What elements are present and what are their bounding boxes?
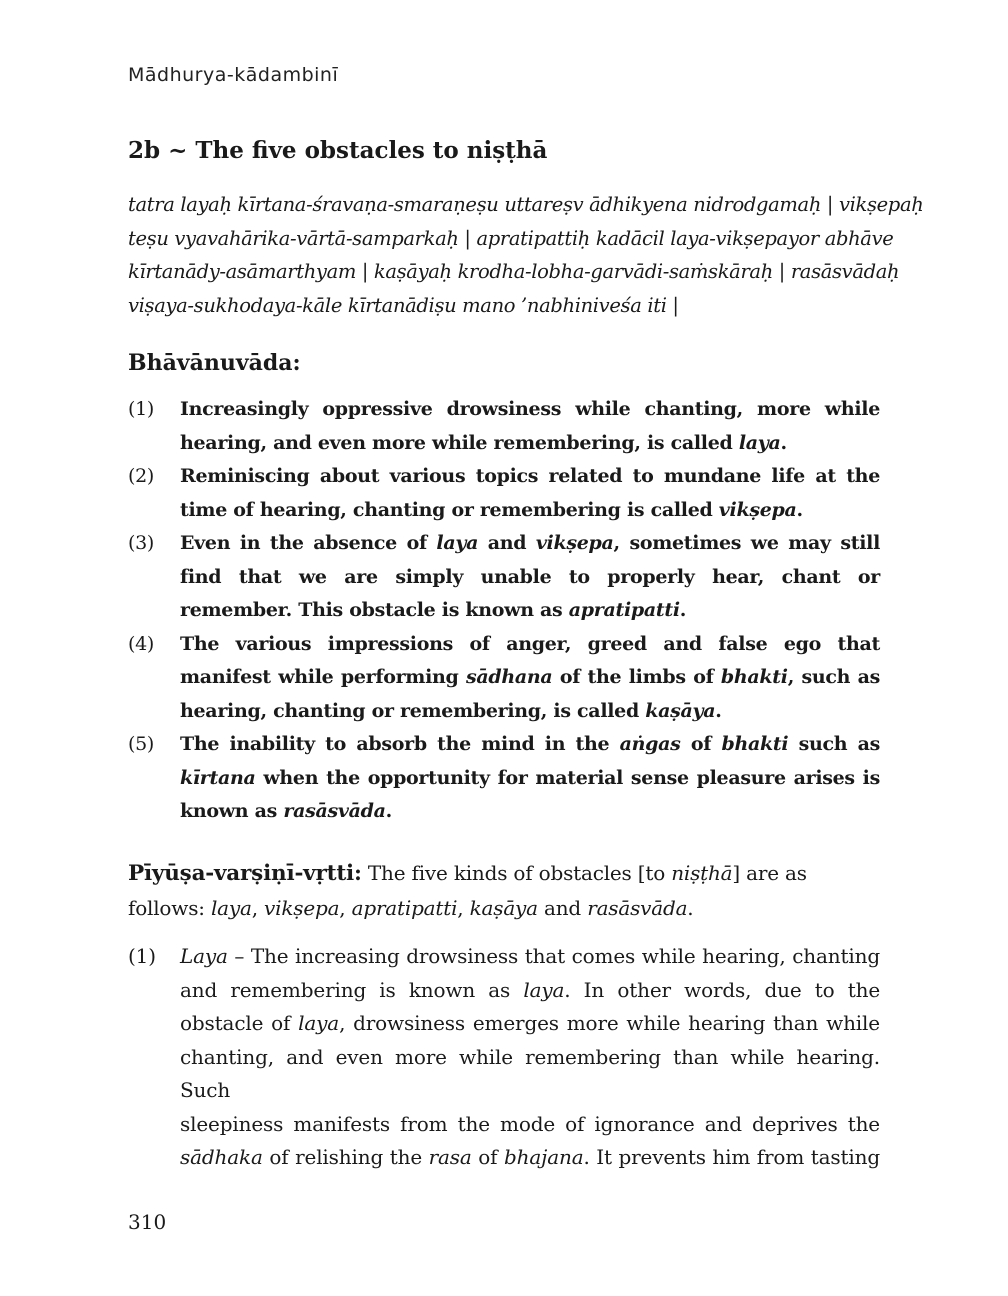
sanskrit-verse — [128, 188, 924, 322]
bhavanuvada-list — [128, 393, 880, 829]
commentary-intro: Pīyūṣa-varṣiṇī-vṛtti: The five kinds of obstacles [to niṣṭhā] are as follows: laya, vikṣepa, apratipatti, kaṣāya and rasāsvāda. — [128, 861, 807, 920]
list-item: (5) The inability to absorb the mind in the aṅgas of bhakti such as kīrtana when the opportunity for material sense pleasure arises is known as rasāsvāda. — [128, 728, 880, 829]
text-line: sādhaka of relishing the rasa of bhajana. It prevents him from tasting — [180, 1145, 880, 1169]
verse-line: teṣu vyavahārika-vārtā-samparkaḥ | apratipattiḥ kadācil laya-vikṣepayor abhāve — [128, 226, 894, 250]
list-item: (4) The various impressions of anger, greed and false ego that manifest while performing sādhana of the limbs of bhakti, such as hearing, chanting or remembering, is called kaṣāya. — [128, 628, 880, 729]
list-item — [128, 940, 880, 1175]
commentary-list — [128, 940, 880, 1175]
text-line: obstacle of laya, drowsiness emerges more while hearing than while — [180, 1011, 880, 1035]
commentary-label: Pīyūṣa-varṣiṇī-vṛtti: — [128, 861, 362, 886]
item-number: (4) — [128, 632, 155, 655]
text-line: Laya – The increasing drowsiness that comes while hearing, chanting — [180, 944, 880, 968]
item-number: (1) — [128, 944, 156, 968]
list-item: (1) Increasingly oppressive drowsiness while chanting, more while hearing, and even more while remembering, is called laya. — [128, 393, 880, 460]
bhavanuvada-heading: Bhāvānuvāda: — [128, 350, 301, 376]
section-title: 2b ~ The five obstacles to niṣṭhā — [128, 137, 548, 164]
list-item: (2) Reminiscing about various topics related to mundane life at the time of hearing, chanting or remembering is called vikṣepa. — [128, 460, 880, 527]
text-line: sleepiness manifests from the mode of ignorance and deprives the — [180, 1111, 880, 1136]
verse-line: kīrtanādy-asāmarthyam | kaṣāyaḥ krodha-lobha-garvādi-saṁskāraḥ | rasāsvādaḥ — [128, 260, 900, 283]
item-number: (1) — [128, 398, 155, 420]
item-number: (3) — [128, 532, 155, 554]
running-header: Mādhurya-kādambinī — [128, 64, 339, 86]
verse-line: tatra layaḥ kīrtana-śravaṇa-smaraṇeṣu uttareṣv ādhikyena nidrodgamaḥ | vikṣepaḥ — [128, 193, 924, 216]
item-number: (2) — [128, 465, 155, 487]
verse-line: viṣaya-sukhodaya-kāle kīrtanādiṣu mano ’nabhiniveśa iti | — [128, 293, 679, 317]
list-item: (3) Even in the absence of laya and vikṣepa, sometimes we may still find that we are simply unable to properly hear, chant or remember. This obstacle is known as apratipatti. — [128, 527, 880, 628]
page-number: 310 — [128, 1210, 167, 1234]
text-line: chanting, and even more while remembering than while hearing. Such — [180, 1044, 880, 1102]
text-line: and remembering is known as laya. In other words, due to the — [180, 977, 881, 1002]
item-number: (5) — [128, 733, 155, 755]
